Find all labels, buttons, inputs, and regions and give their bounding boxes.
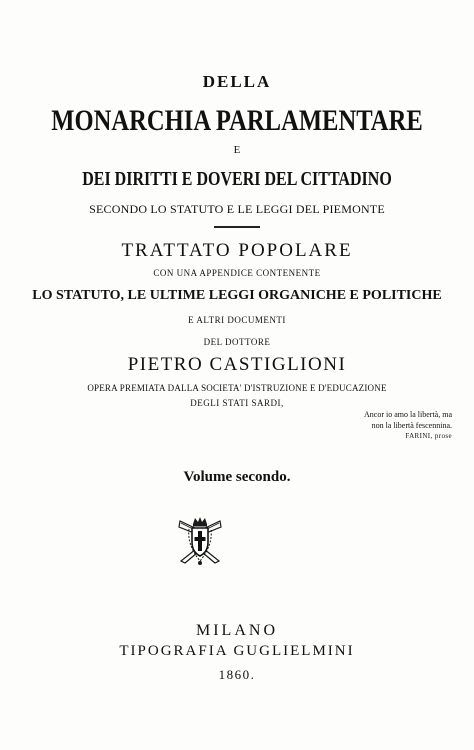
title-della: DELLA <box>202 72 272 91</box>
epigraph-line-2: non la libertà fescennina. <box>371 421 452 430</box>
award-line-2: DEGLI STATI SARDI, <box>190 398 284 408</box>
award-line-1: OPERA PREMIATA DALLA SOCIETA' D'ISTRUZIONE E D'EDUCAZIONE <box>87 383 387 393</box>
subtitle: DEI DIRITTI E DOVERI DEL CITTADINO <box>82 168 392 190</box>
main-title: MONARCHIA PARLAMENTARE <box>51 104 423 137</box>
imprint-city: MILANO <box>196 622 278 639</box>
epigraph <box>272 409 452 442</box>
appendix-intro: CON UNA APPENDICE CONTENENTE <box>153 268 321 278</box>
genre-heading: TRATTATO POPOLARE <box>121 240 353 261</box>
subtitle-secondary: SECONDO LO STATUTO E LE LEGGI DEL PIEMONTE <box>89 202 385 216</box>
appendix-more: E ALTRI DOCUMENTI <box>188 315 286 325</box>
epigraph-line-1: Ancor io amo la libertà, ma <box>364 410 452 419</box>
appendix-title: LO STATUTO, LE ULTIME LEGGI ORGANICHE E POLITICHE <box>32 288 442 303</box>
author-name: PIETRO CASTIGLIONI <box>127 354 347 375</box>
title-conjunction: E <box>233 144 241 156</box>
title-divider <box>214 226 260 228</box>
author-intro: DEL DOTTORE <box>203 337 271 347</box>
imprint-printer: TIPOGRAFIA GUGLIELMINI <box>119 643 355 659</box>
imprint-year: 1860. <box>218 667 256 682</box>
epigraph-attribution: FARINI, prose <box>405 432 452 440</box>
volume-label: Volume secondo. <box>183 469 291 485</box>
savoy-crest-icon <box>176 515 224 567</box>
